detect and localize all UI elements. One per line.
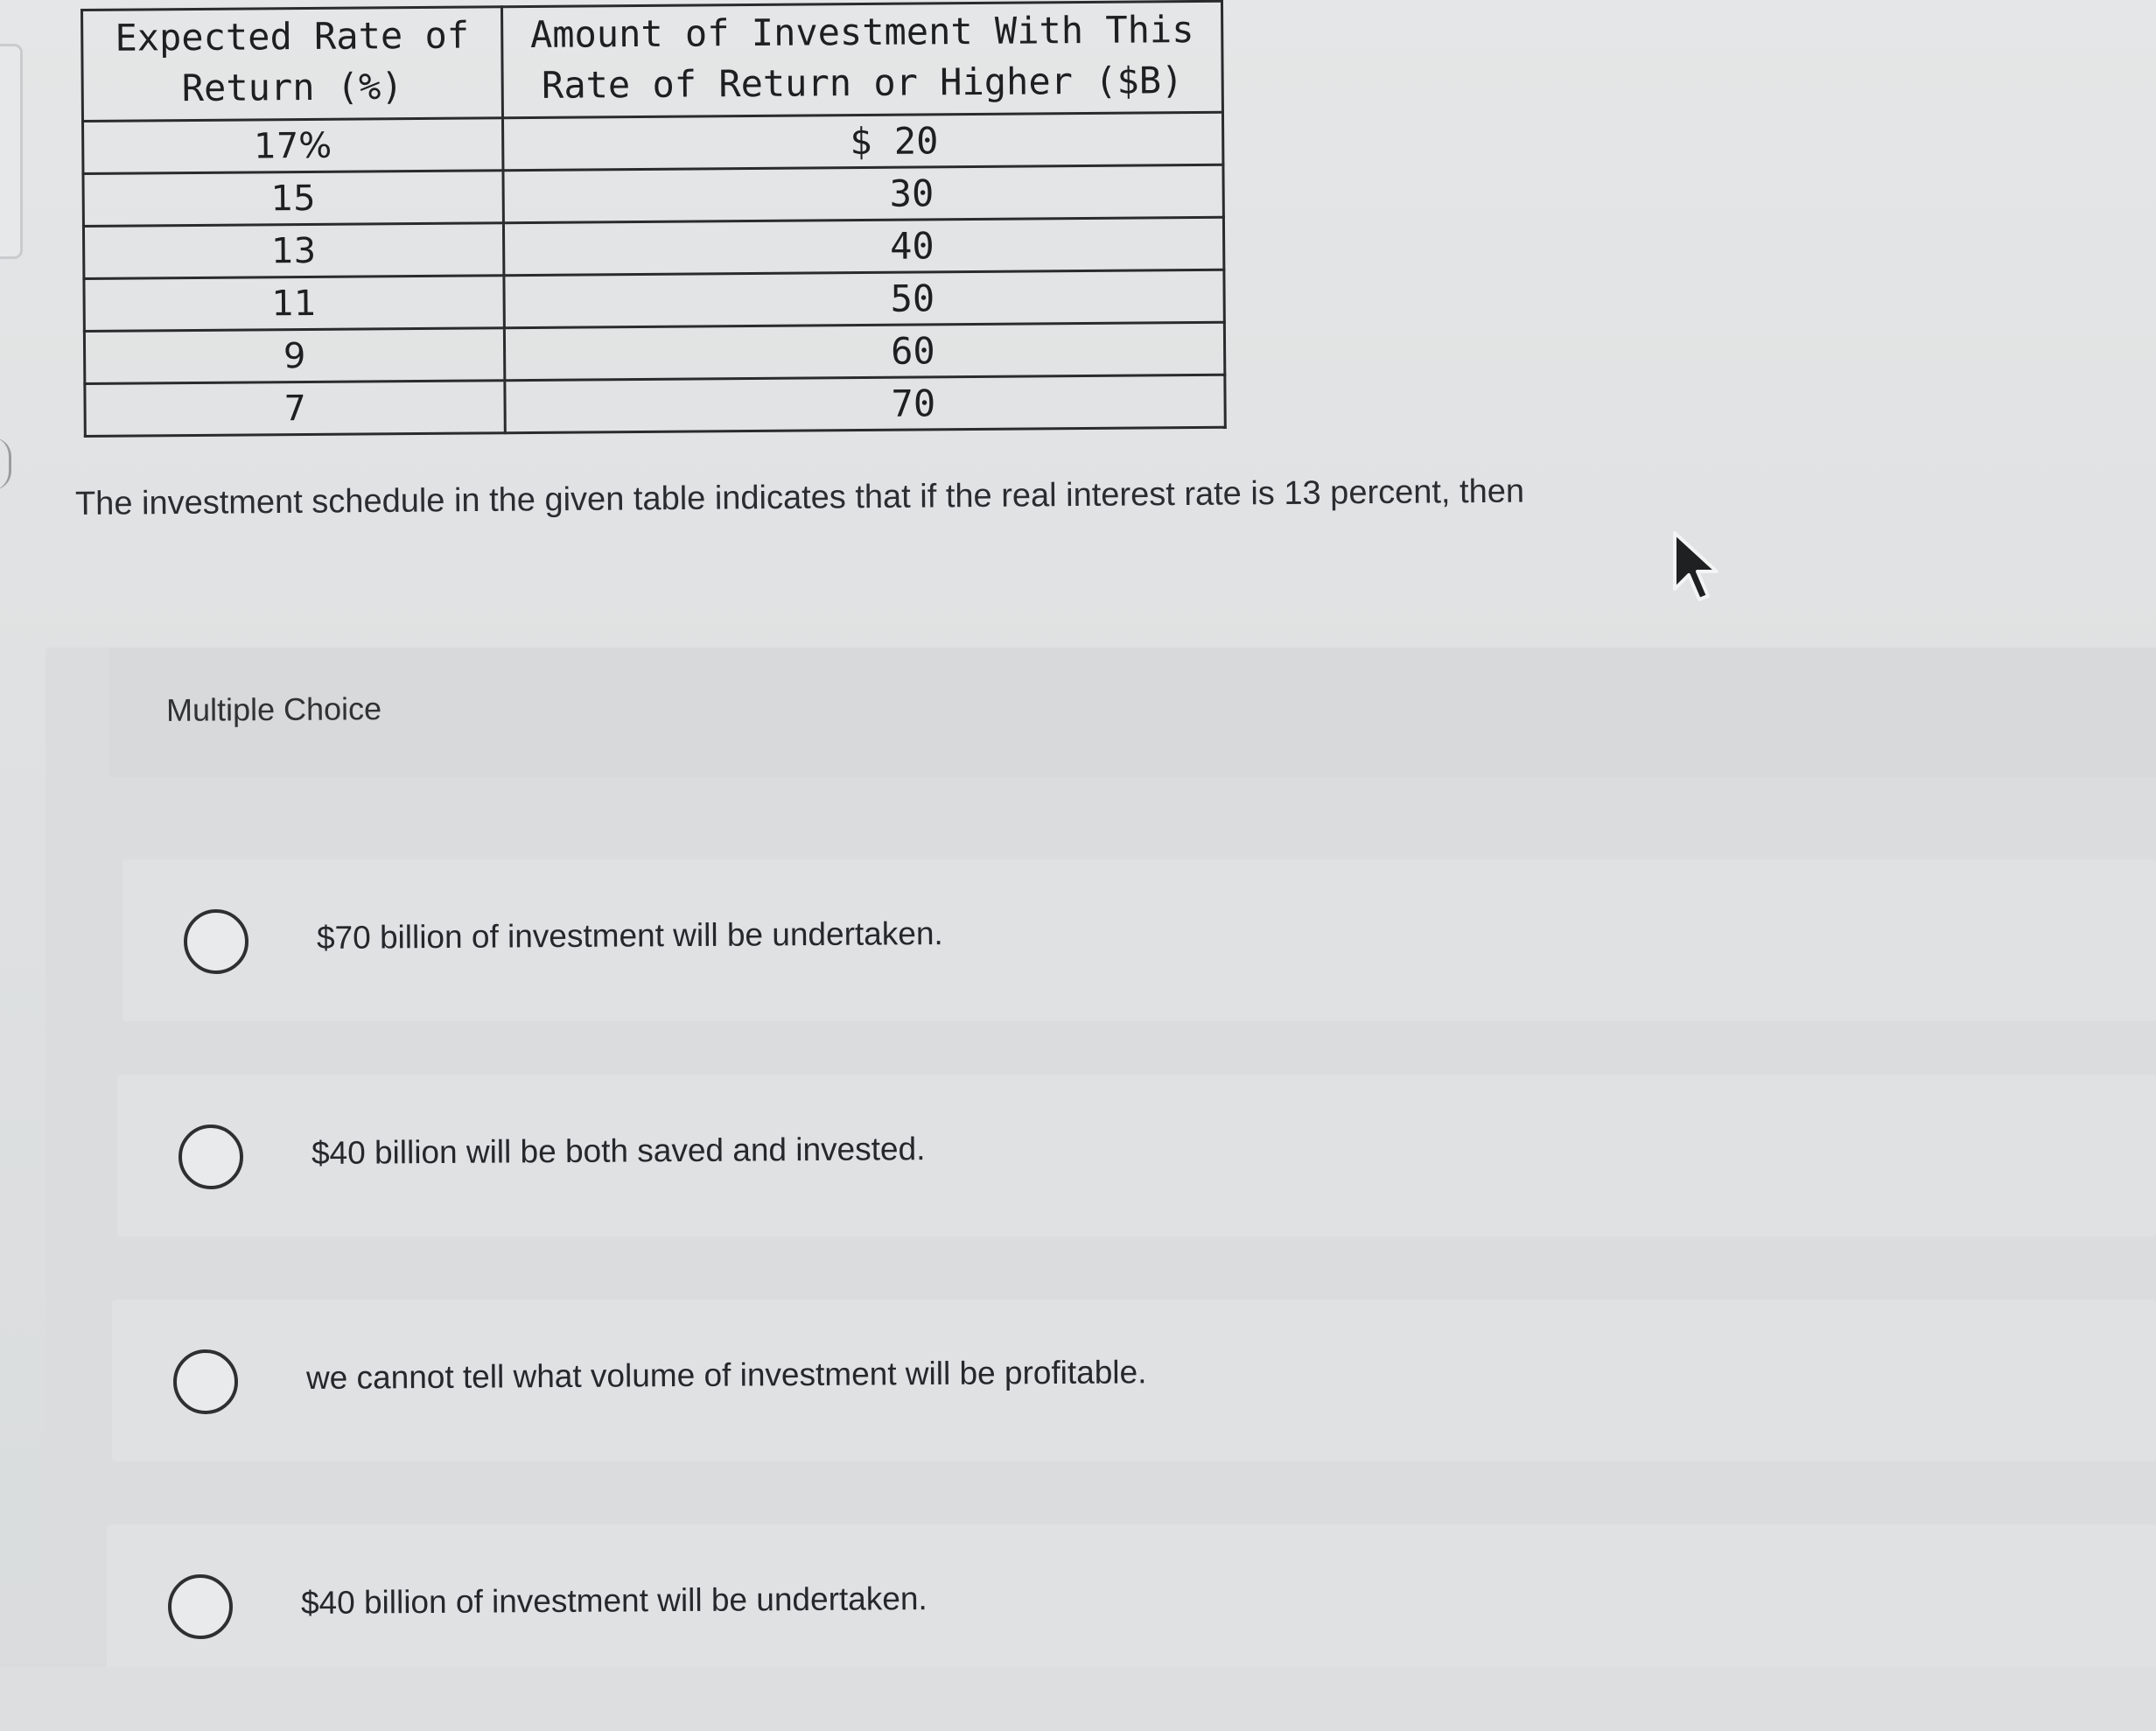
- radio-button[interactable]: [168, 1574, 233, 1639]
- page-bottom-edge: [0, 1667, 2156, 1731]
- answer-option-a[interactable]: [122, 859, 2156, 1021]
- table-row: [83, 165, 1223, 226]
- rate-cell: 9: [84, 328, 504, 384]
- header-expected-rate: [82, 7, 503, 122]
- amount-cell: 40: [503, 217, 1223, 275]
- answer-option-text[interactable]: we cannot tell what volume of investment will be profitable.: [305, 1353, 1147, 1396]
- mouse-pointer-icon: [1671, 529, 1727, 608]
- answer-option-d[interactable]: [107, 1524, 2156, 1686]
- rate-cell: 17%: [83, 118, 503, 174]
- header-line: Expected Rate of: [115, 13, 470, 60]
- rate-cell: 13: [83, 223, 503, 279]
- table-row: [84, 270, 1224, 331]
- radio-button[interactable]: [173, 1349, 238, 1414]
- side-panel-edge-lower: [0, 438, 11, 490]
- header-line: Amount of Investment With This: [529, 8, 1194, 56]
- radio-button[interactable]: [184, 909, 248, 974]
- rate-cell: 11: [84, 276, 504, 332]
- rate-cell: 15: [83, 171, 503, 227]
- answer-option-text[interactable]: $40 billion will be both saved and invested.: [311, 1130, 926, 1171]
- investment-schedule-table: [80, 0, 1227, 438]
- answer-option-text[interactable]: $70 billion of investment will be undertaken.: [316, 915, 943, 956]
- header-investment-amount: [501, 1, 1222, 117]
- amount-cell: 50: [504, 270, 1224, 327]
- amount-cell: 60: [504, 322, 1224, 380]
- header-line: Return (%): [181, 65, 403, 110]
- answer-option-c[interactable]: [112, 1300, 2156, 1461]
- table-row: [85, 375, 1225, 436]
- amount-cell: $ 20: [502, 112, 1222, 170]
- multiple-choice-header: [108, 648, 2156, 777]
- answer-option-text[interactable]: $40 billion of investment will be undertaken.: [300, 1580, 928, 1621]
- table-row: [84, 322, 1224, 383]
- amount-cell: 70: [505, 375, 1225, 432]
- rate-cell: 7: [85, 381, 505, 437]
- table-row: [83, 112, 1223, 173]
- header-line: Rate of Return or Higher ($B): [541, 59, 1184, 107]
- radio-button[interactable]: [178, 1125, 243, 1189]
- question-prompt: The investment schedule in the given table indicates that if the real interest rate is 13 percent, then: [74, 473, 1525, 522]
- multiple-choice-label: Multiple Choice: [165, 690, 382, 728]
- side-panel-edge: [0, 44, 23, 259]
- table-header-row: [82, 1, 1223, 121]
- amount-cell: 30: [503, 165, 1223, 222]
- answer-option-b[interactable]: [117, 1075, 2156, 1237]
- table-row: [83, 217, 1223, 278]
